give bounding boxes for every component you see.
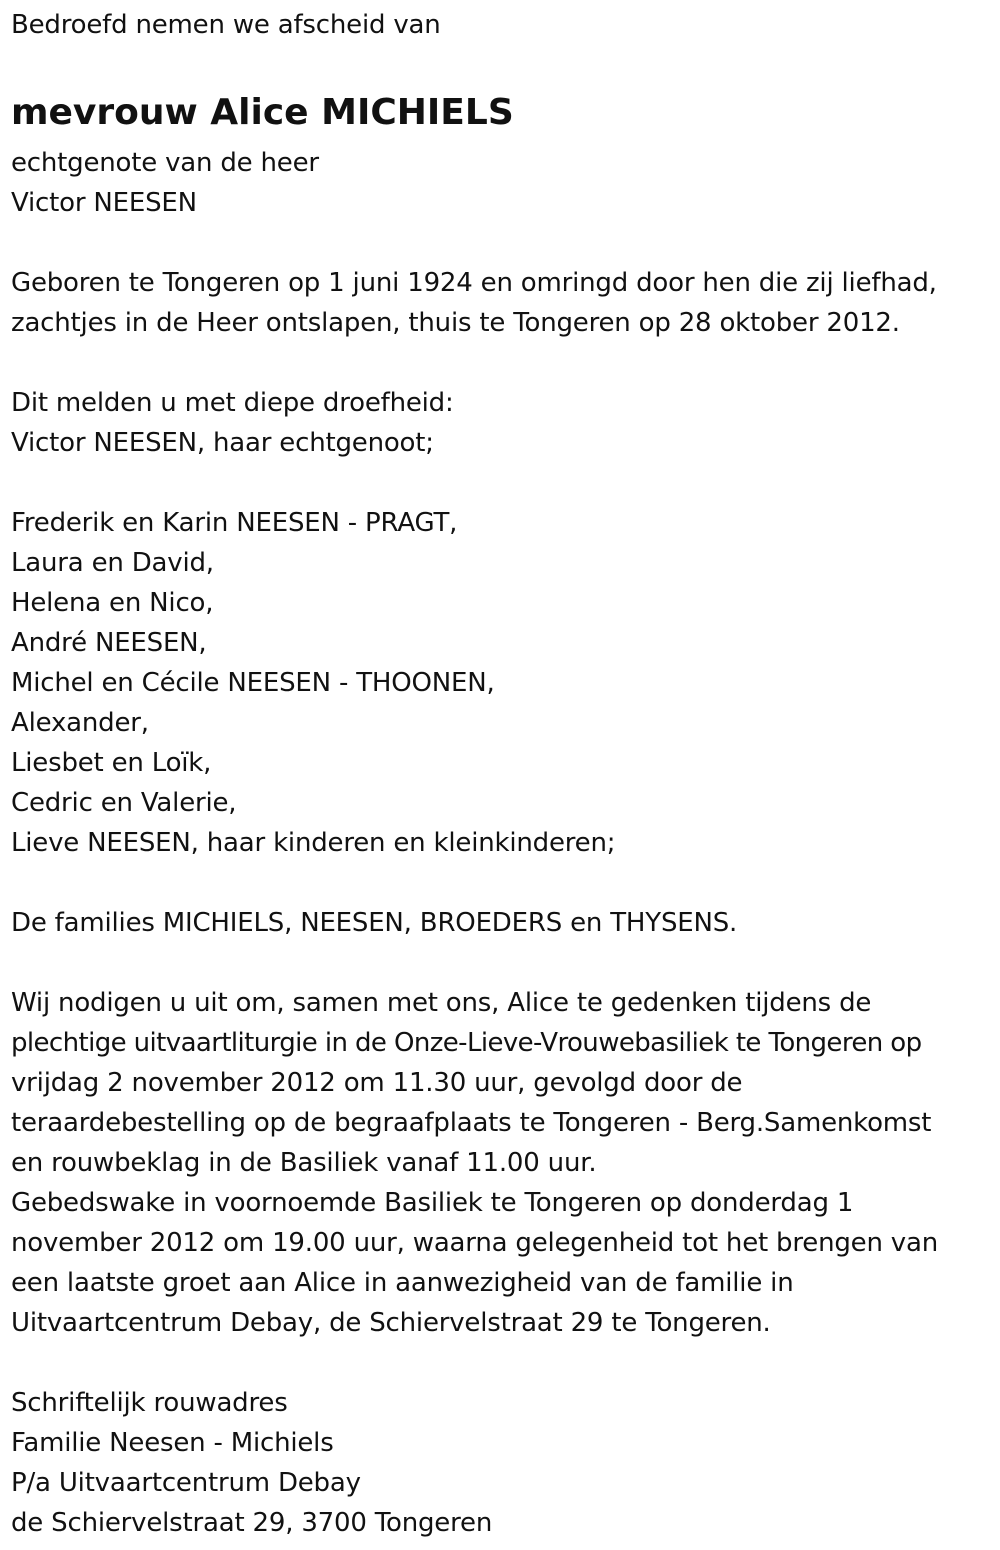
ceremony-line: Uitvaartcentrum Debay, de Schiervelstraat 29 te Tongeren.: [11, 1308, 771, 1338]
families-line: De families MICHIELS, NEESEN, BROEDERS en THYSENS.: [11, 908, 738, 938]
family-member: Helena en Nico,: [11, 588, 214, 618]
announcement-spouse: Victor NEESEN, haar echtgenoot;: [11, 428, 434, 458]
mourning-address: [11, 1383, 996, 1543]
intro-text: Bedroefd nemen we afscheid van: [11, 10, 441, 40]
ceremony-line: een laatste groet aan Alice in aanwezigheid van de familie in: [11, 1268, 794, 1298]
spacer: [11, 943, 996, 983]
family-member: Liesbet en Loïk,: [11, 748, 212, 778]
birth-death-line: zachtjes in de Heer ontslapen, thuis te Tongeren op 28 oktober 2012.: [11, 308, 900, 338]
family-member: Michel en Cécile NEESEN - THOONEN,: [11, 668, 495, 698]
family-member: Laura en David,: [11, 548, 214, 578]
ceremony-line: en rouwbeklag in de Basiliek vanaf 11.00 uur.: [11, 1148, 597, 1178]
ceremony-line: vrijdag 2 november 2012 om 11.30 uur, gevolgd door de: [11, 1068, 743, 1098]
deceased-name: mevrouw Alice MICHIELS: [11, 92, 514, 133]
ceremony-line: teraardebestelling op de begraafplaats te Tongeren - Berg.Samenkomst: [11, 1108, 932, 1138]
spacer: [11, 343, 996, 383]
spacer: [11, 463, 996, 503]
family-list: [11, 503, 996, 863]
family-member: Alexander,: [11, 708, 149, 738]
address-line: Familie Neesen - Michiels: [11, 1428, 334, 1458]
ceremony-line: plechtige uitvaartliturgie in de Onze-Lieve-Vrouwebasiliek te Tongeren op: [11, 1028, 922, 1058]
spouse-line-2: Victor NEESEN: [11, 188, 197, 218]
address-line: P/a Uitvaartcentrum Debay: [11, 1468, 361, 1498]
spacer: [11, 223, 996, 263]
address-line: Schriftelijk rouwadres: [11, 1388, 288, 1418]
ceremony-details: [11, 983, 996, 1343]
address-line: de Schiervelstraat 29, 3700 Tongeren: [11, 1508, 493, 1538]
obituary-notice: [11, 5, 996, 1543]
ceremony-line: Wij nodigen u uit om, samen met ons, Alice te gedenken tijdens de: [11, 988, 872, 1018]
spacer: [11, 45, 996, 83]
family-member: Lieve NEESEN, haar kinderen en kleinkinderen;: [11, 828, 616, 858]
ceremony-line: november 2012 om 19.00 uur, waarna gelegenheid tot het brengen van: [11, 1228, 938, 1258]
spouse-line-1: echtgenote van de heer: [11, 148, 319, 178]
birth-death-line: Geboren te Tongeren op 1 juni 1924 en omringd door hen die zij liefhad,: [11, 268, 937, 298]
spacer: [11, 1343, 996, 1383]
ceremony-line: Gebedswake in voornoemde Basiliek te Tongeren op donderdag 1: [11, 1188, 854, 1218]
family-member: Frederik en Karin NEESEN - PRAGT,: [11, 508, 458, 538]
family-member: Cedric en Valerie,: [11, 788, 237, 818]
announcement-heading: Dit melden u met diepe droefheid:: [11, 388, 454, 418]
spacer: [11, 863, 996, 903]
family-member: André NEESEN,: [11, 628, 207, 658]
